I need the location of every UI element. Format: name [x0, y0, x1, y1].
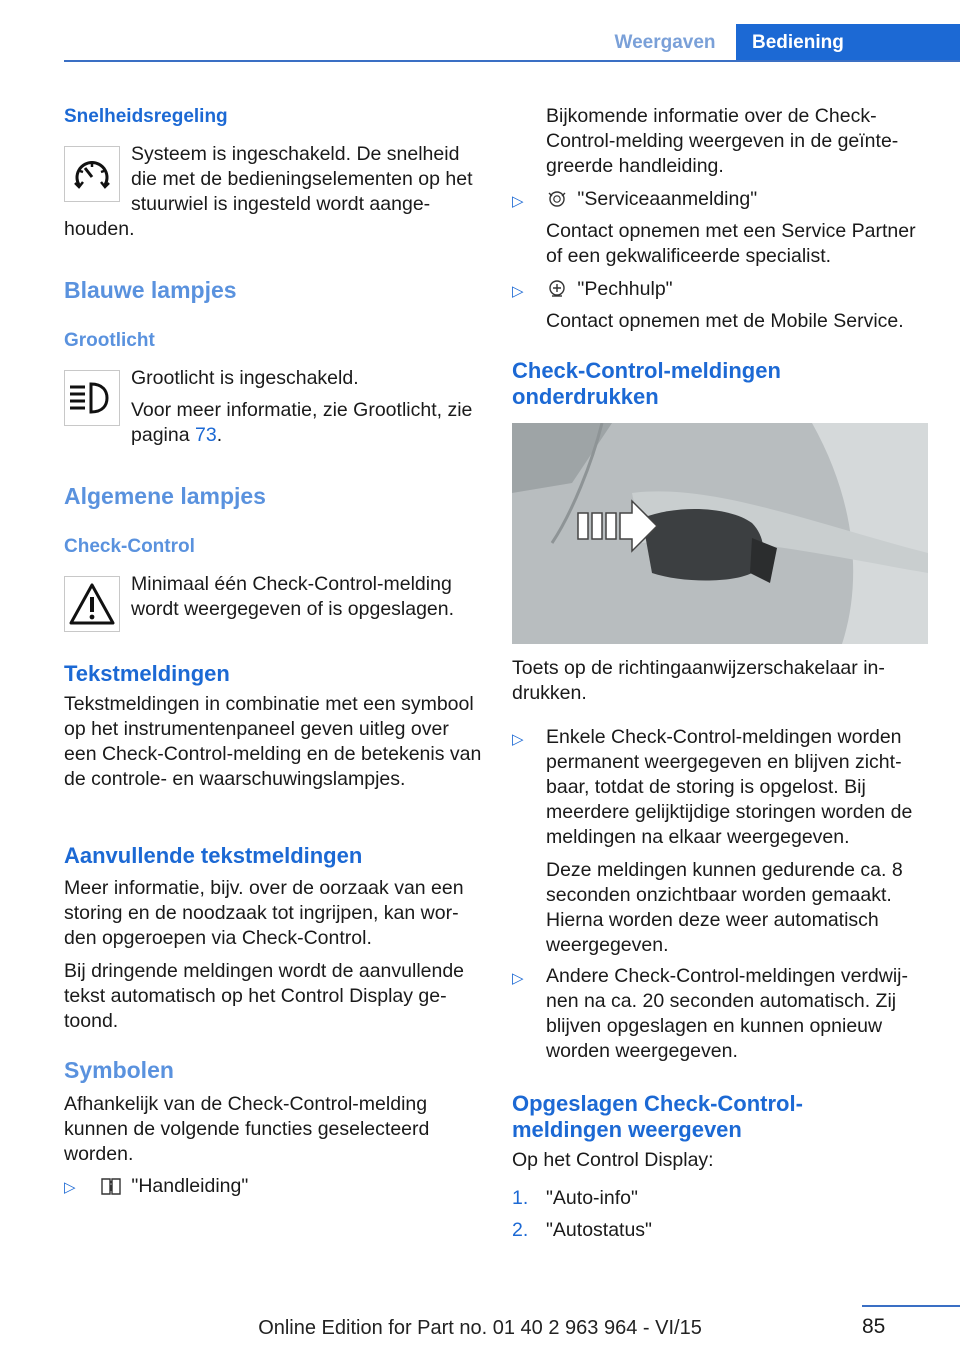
heading-algemene-lampjes: Algemene lampjes — [64, 483, 266, 509]
bullet-icon: ▷ — [512, 283, 524, 300]
manual-book-icon — [100, 1176, 122, 1196]
bullet-icon: ▷ — [512, 193, 524, 210]
bullet1-text-a: Enkele Check-Control-meldingen worden permanent weergegeven en blijven zichtbaar, totdat de storing is opgelost. Bij meerdere gelijktijdige storingen worden de meldingen na elkaar weergegeven. — [546, 726, 913, 848]
page-link-73[interactable]: 73 — [194, 424, 217, 446]
cruise-control-icon — [64, 146, 120, 202]
heading-aanvullende: Aanvullende tekstmeldingen — [64, 843, 363, 868]
bullet-icon: ▷ — [512, 731, 524, 748]
list-number-2: 2. — [512, 1219, 529, 1241]
header-rule — [64, 60, 960, 62]
header-tab-weergaven[interactable]: Weergaven — [614, 32, 716, 53]
list-item-auto-info: "Auto-info" — [546, 1187, 638, 1209]
list-item-autostatus: "Autostatus" — [546, 1219, 652, 1241]
bullet-icon: ▷ — [64, 1179, 76, 1196]
bullet1-text-b: Deze meldingen kunnen gedurende ca. 8 seconden onzichtbaar worden gemaakt. Hierna worden deze weer automatisch weergegeven. — [546, 859, 903, 956]
heading-onderdrukken: Check-Control-meldingen onderdrukken — [512, 358, 781, 409]
high-beam-icon — [64, 370, 120, 426]
heading-blauwe-lampjes: Blauwe lampjes — [64, 277, 237, 303]
heading-opgeslagen: Opgeslagen Check-Control-meldingen weergeven — [512, 1091, 803, 1142]
symbol-item-handleiding — [100, 1174, 480, 1199]
list-number-1: 1. — [512, 1187, 529, 1209]
aanvullende-p2: Bij dringende meldingen wordt de aanvullende tekst automatisch op het Control Display getoond. — [64, 960, 465, 1032]
heading-check-control: Check-Control — [64, 536, 195, 557]
grootlicht-line2 — [131, 398, 483, 448]
heading-snelheidsregeling: Snelheidsregeling — [64, 106, 228, 127]
bullet-icon: ▷ — [512, 970, 524, 987]
pechhulp-item — [546, 277, 932, 302]
check-control-text: Minimaal één Check-Control-melding wordt weergegeven of is opgeslagen. — [131, 573, 455, 620]
grootlicht-line1: Grootlicht is ingeschakeld. — [131, 367, 359, 389]
handleiding-label: "Handleiding" — [131, 1175, 249, 1197]
service-bmw-icon — [546, 189, 568, 209]
pechhulp-text: Contact opnemen met de Mobile Service. — [546, 310, 904, 332]
toets-text: Toets op de richtingaanwijzerschakelaar indrukken. — [512, 657, 885, 704]
header-tab-bediening[interactable]: Bediening — [736, 24, 960, 62]
roadside-assistance-icon — [546, 279, 568, 299]
service-label: "Serviceaanmelding" — [577, 188, 758, 210]
heading-symbolen: Symbolen — [64, 1057, 174, 1083]
turn-signal-lever-photo — [512, 423, 928, 644]
warning-triangle-icon — [64, 576, 120, 632]
bullet2-text: Andere Check-Control-meldingen verdwijnen na ca. 20 seconden automatisch. Zij blijven opgeslagen en kunnen opnieuw worden weergegeven. — [546, 965, 908, 1062]
grootlicht-ref-dot: . — [216, 424, 223, 446]
service-text: Contact opnemen met een Service Partner of een gekwalificeerde specialist. — [546, 220, 916, 267]
footer-rule — [862, 1305, 960, 1307]
tekstmeldingen-body: Tekstmeldingen in combinatie met een symbool op het instrumentenpaneel geven uitleg over een Check-Control-melding en de betekenis van de controle- en waarschuwingslampjes. — [64, 693, 482, 790]
service-item — [546, 187, 932, 212]
heading-tekstmeldingen: Tekstmeldingen — [64, 661, 230, 686]
snelheid-text-cont: houden. — [64, 218, 135, 240]
heading-grootlicht: Grootlicht — [64, 330, 155, 351]
page-number: 85 — [862, 1315, 886, 1338]
snelheid-text: Systeem is ingeschakeld. De snelheid die met de bedieningselementen op het stuurwiel is ingesteld wordt aange- — [131, 143, 473, 215]
grootlicht-ref-text: Voor meer informatie, zie Grootlicht, zie pagina — [131, 399, 473, 446]
aanvullende-p1: Meer informatie, bijv. over de oorzaak van een storing en de noodzaak tot ingrijpen, kan worden opgeroepen via Check-Control. — [64, 877, 464, 949]
pechhulp-label: "Pechhulp" — [577, 278, 673, 300]
symbolen-body: Afhankelijk van de Check-Control-melding kunnen de volgende functies geselecteerd worden. — [64, 1093, 430, 1165]
handleiding-description: Bijkomende informatie over de Check-Control-melding weergeven in de geïntegreerde handleiding. — [546, 105, 899, 177]
op-het-control-display: Op het Control Display: — [512, 1149, 714, 1171]
edition-note: Online Edition for Part no. 01 40 2 963 964 - VI/15 — [258, 1317, 702, 1339]
